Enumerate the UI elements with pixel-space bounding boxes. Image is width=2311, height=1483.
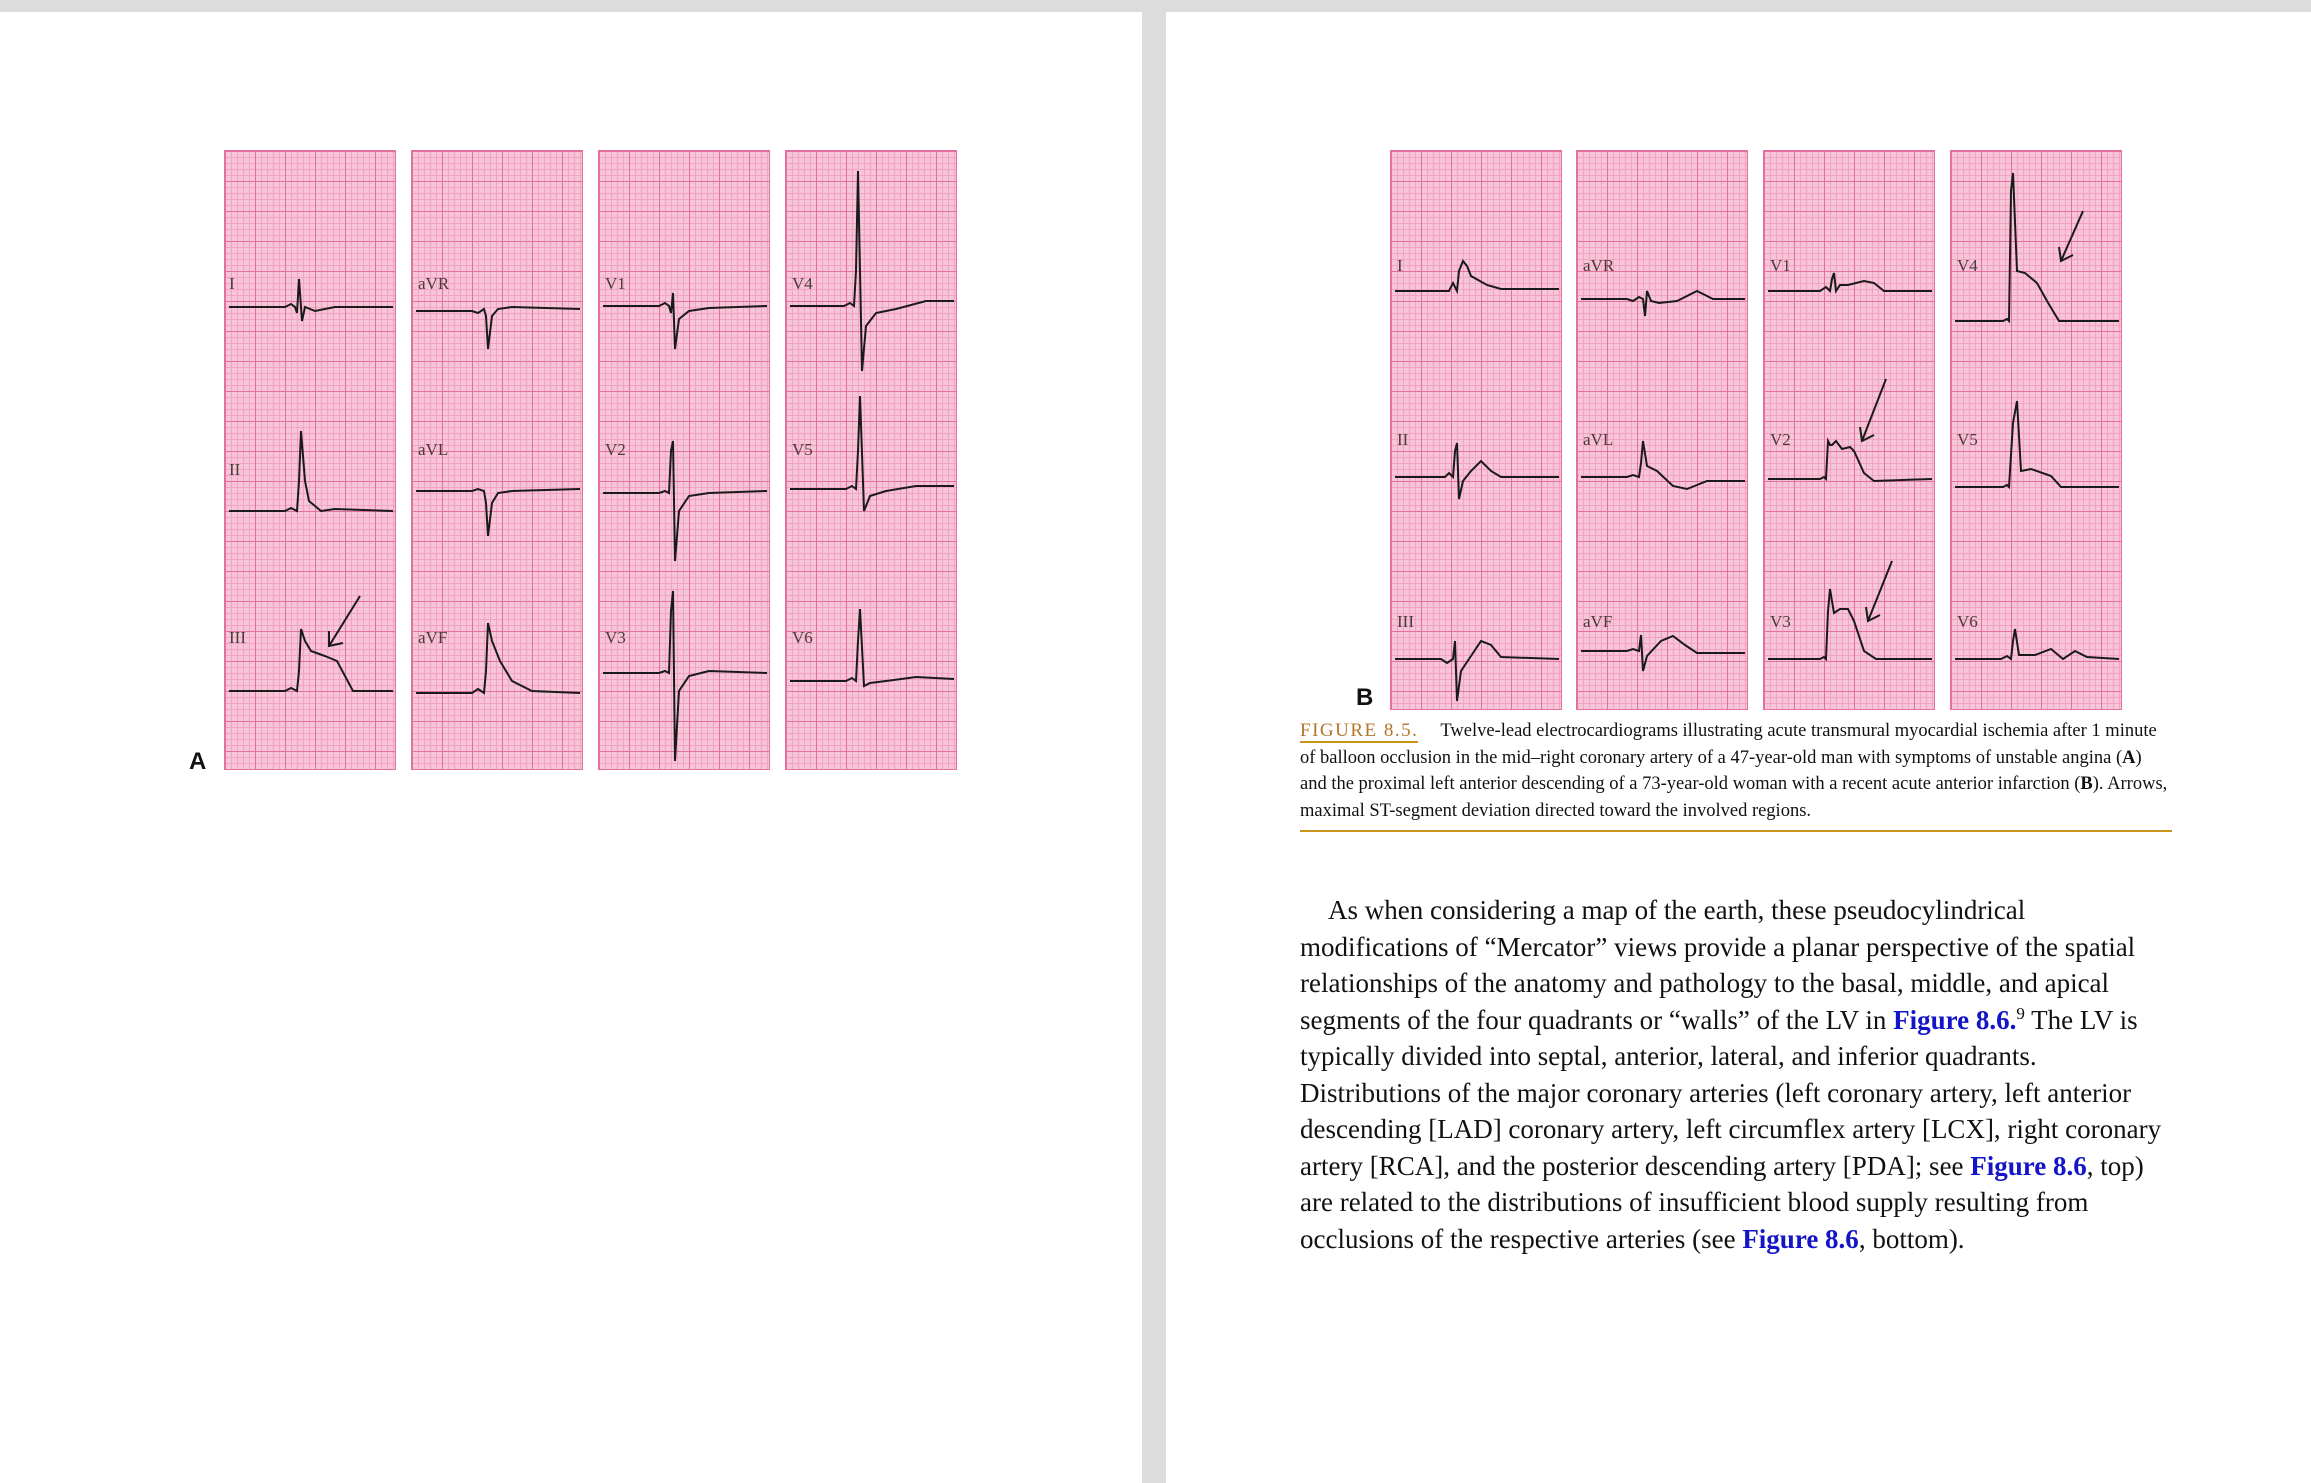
figure-link[interactable]: Figure 8.6 [1742,1223,1859,1254]
body-text-3: , top) are related to the distributions of insufficient blood supply resulting from occlusions of the respective arteries (see [1300,1150,2144,1254]
lead-label: II [229,460,241,479]
lead-label: I [1397,256,1403,275]
ecg-strip-b4 [1950,150,2122,710]
ecg-trace-a1 [225,151,397,771]
lead-label: aVL [1583,430,1614,449]
lead-label: I [229,274,235,293]
lead-label: V1 [1770,256,1791,275]
lead-label: aVR [418,274,450,293]
citation-superscript[interactable]: 9 [2016,1003,2025,1023]
ecg-strip-a1 [224,150,396,770]
lead-label: II [1397,430,1409,449]
caption-bold-a: A [2122,747,2136,768]
panel-b-label: B [1356,684,1374,711]
ecg-trace-a2 [412,151,584,771]
ecg-strip-a3 [598,150,770,770]
panel-a-label: A [189,748,207,775]
lead-label: V3 [605,628,626,647]
ecg-strip-b2 [1576,150,1748,710]
lead-label: V2 [1770,430,1791,449]
lead-label: III [1397,612,1414,631]
lead-label: aVF [1583,612,1613,631]
ecg-trace-a4 [786,151,958,771]
lead-label: aVR [1583,256,1615,275]
right-page [1166,12,2311,1483]
lead-label: V3 [1770,612,1791,631]
lead-label: V2 [605,440,626,459]
caption-bold-b: B [2080,774,2093,794]
lead-label: V6 [792,628,813,647]
lead-label: aVF [418,628,448,647]
lead-label: III [229,628,246,647]
lead-label: V4 [792,274,813,293]
lead-label: V5 [792,440,813,459]
lead-label: V1 [605,274,626,293]
body-text-1: As when considering a map of the earth, these pseudocylindrical modifications of “Mercator” views provide a planar perspective of the spatial relationships of the anatomy and pathology to the basal, middle, and apical segments of the four quadrants or “walls” of the LV in [1300,895,2136,1035]
ecg-strip-a2 [411,150,583,770]
figure-link[interactable]: Figure 8.6. [1893,1004,2017,1035]
ecg-trace-a3 [599,151,771,771]
ecg-trace-b1 [1391,151,1563,711]
figure-link[interactable]: Figure 8.6 [1970,1150,2087,1181]
body-text-2: The LV is typically divided into septal, anterior, lateral, and inferior quadrants. Distributions of the major coronary arteries (left coronary artery, left anterior descending [LAD] coronary artery, left circumflex artery [LCX], right coronary artery [RCA], and the posterior descending artery [PDA]; see [1300,1004,2162,1181]
body-paragraph [1300,892,2180,1257]
lead-label: V4 [1957,256,1978,275]
left-page [0,12,1142,1483]
ecg-strip-b3 [1763,150,1935,710]
ecg-strip-b1 [1390,150,1562,710]
caption-text-1: Twelve-lead electrocardiograms illustrating acute transmural myocardial ischemia after 1 minute of balloon occlusion in the mid–right coronary artery of a 47-year-old man with symptoms of unstable angina ( [1300,721,2157,768]
body-text-4: , bottom). [1858,1223,1965,1254]
lead-label: aVL [418,440,449,459]
caption-text-2: ) and the proximal left anterior descending of a 73-year-old woman with a recent acute anterior infarction ( [1300,747,2142,794]
figure-caption [1300,718,2172,832]
lead-label: V6 [1957,612,1978,631]
caption-text-3: ). Arrows, maximal ST-segment deviation directed toward the involved regions. [1300,774,2168,821]
lead-label: V5 [1957,430,1978,449]
ecg-strip-a4 [785,150,957,770]
caption-label: FIGURE 8.5. [1300,720,1419,741]
